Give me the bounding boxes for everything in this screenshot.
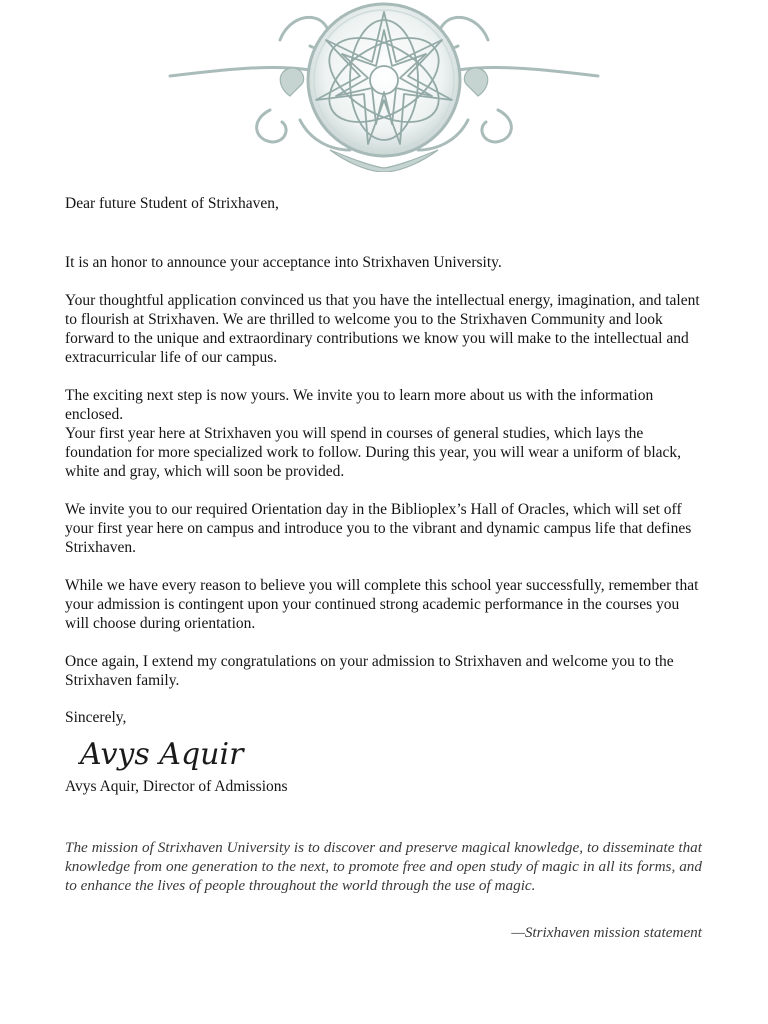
letter-paragraph: Once again, I extend my congratulations on your admission to Strixhaven and welcome you to the Strixhaven family. [65,653,674,689]
mission-attribution: —Strixhaven mission statement [511,924,702,941]
letter-paragraph: Your first year here at Strixhaven you will spend in courses of general studies, which lays the foundation for more specialized work to follow. During this year, you will wear a uniform of black, white and gray, which will soon be provided. [65,425,682,480]
letter-paragraph: Your thoughtful application convinced us that you have the intellectual energy, imagination, and talent to flourish at Strixhaven. We are thrilled to welcome you to the Strixhaven Community and look forward to the unique and extraordinary contributions we know you will make to the intellectual and extracurricular life of our campus. [65,292,700,366]
strixhaven-star-emblem-icon [160,0,608,172]
letter-paragraph: We invite you to our required Orientation day in the Biblioplex’s Hall of Oracles, which will set off your first year here on campus and introduce you to the vibrant and dynamic campus life that defines Strixhaven. [65,501,692,556]
letter-body [65,253,705,690]
letter-paragraph: While we have every reason to believe you will complete this school year successfully, remember that your admission is contingent upon your continued strong academic performance in the courses you will choose during orientation. [65,577,699,632]
letter-paragraph: It is an honor to announce your acceptance into Strixhaven University. [65,254,502,271]
letter-paragraph: The exciting next step is now yours. We invite you to learn more about us with the information enclosed. [65,387,654,423]
mission-statement: The mission of Strixhaven University is to discover and preserve magical knowledge, to disseminate that knowledge from one generation to the next, to promote free and open study of magic in all its forms, and to enhance the lives of people throughout the world through the use of magic. [65,839,702,894]
signature-text: Avys Aquir [80,737,244,772]
handwritten-signature [78,730,258,778]
signer-name: Avys Aquir, Director of Admissions [65,778,288,795]
salutation: Dear future Student of Strixhaven, [65,195,279,212]
closing: Sincerely, [65,709,127,726]
